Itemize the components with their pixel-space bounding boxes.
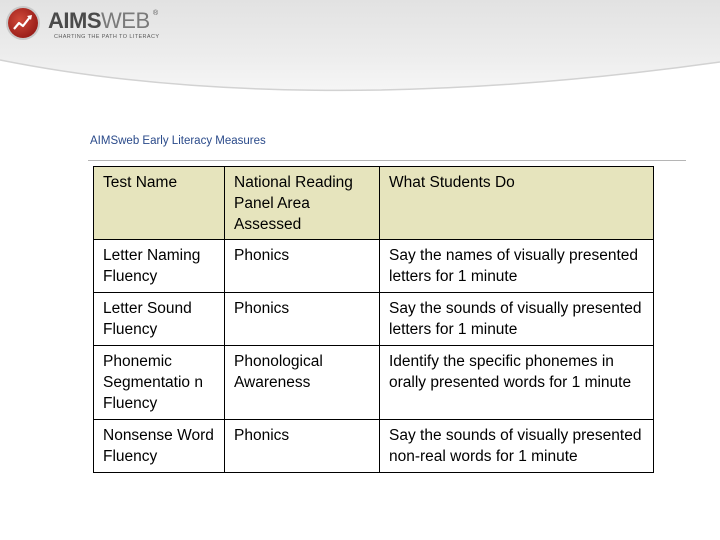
title-divider (88, 160, 686, 161)
test-name-cell: Letter Naming Fluency (94, 240, 225, 293)
column-header-nrp-area: National Reading Panel Area Assessed (225, 167, 380, 240)
aimsweb-logo (8, 6, 168, 42)
column-header-test-name: Test Name (94, 167, 225, 240)
table-header-row (94, 167, 654, 240)
nrp-area-cell: Phonological Awareness (225, 346, 380, 420)
student-task-cell: Say the sounds of visually presented letters for 1 minute (380, 293, 654, 346)
column-header-what-students-do: What Students Do (380, 167, 654, 240)
measures-table (93, 166, 654, 473)
logo-word-accent: WEB (101, 8, 150, 33)
logo-tagline: CHARTING THE PATH TO LITERACY (54, 34, 160, 40)
student-task-cell: Say the names of visually presented letters for 1 minute (380, 240, 654, 293)
logo-word-main: AIMS (48, 8, 101, 33)
nrp-area-cell: Phonics (225, 293, 380, 346)
table-row (94, 420, 654, 473)
logo-trademark: ® (153, 10, 159, 17)
slide-title: AIMSweb Early Literacy Measures (90, 135, 266, 147)
test-name-cell: Letter Sound Fluency (94, 293, 225, 346)
nrp-area-cell: Phonics (225, 420, 380, 473)
chart-arrow-icon (8, 8, 38, 38)
test-name-cell: Nonsense Word Fluency (94, 420, 225, 473)
table-row (94, 240, 654, 293)
table-row (94, 293, 654, 346)
logo-wordmark (48, 10, 150, 32)
nrp-area-cell: Phonics (225, 240, 380, 293)
test-name-cell: Phonemic Segmentatio n Fluency (94, 346, 225, 420)
table-row (94, 346, 654, 420)
student-task-cell: Identify the specific phonemes in orally presented words for 1 minute (380, 346, 654, 420)
student-task-cell: Say the sounds of visually presented non-real words for 1 minute (380, 420, 654, 473)
